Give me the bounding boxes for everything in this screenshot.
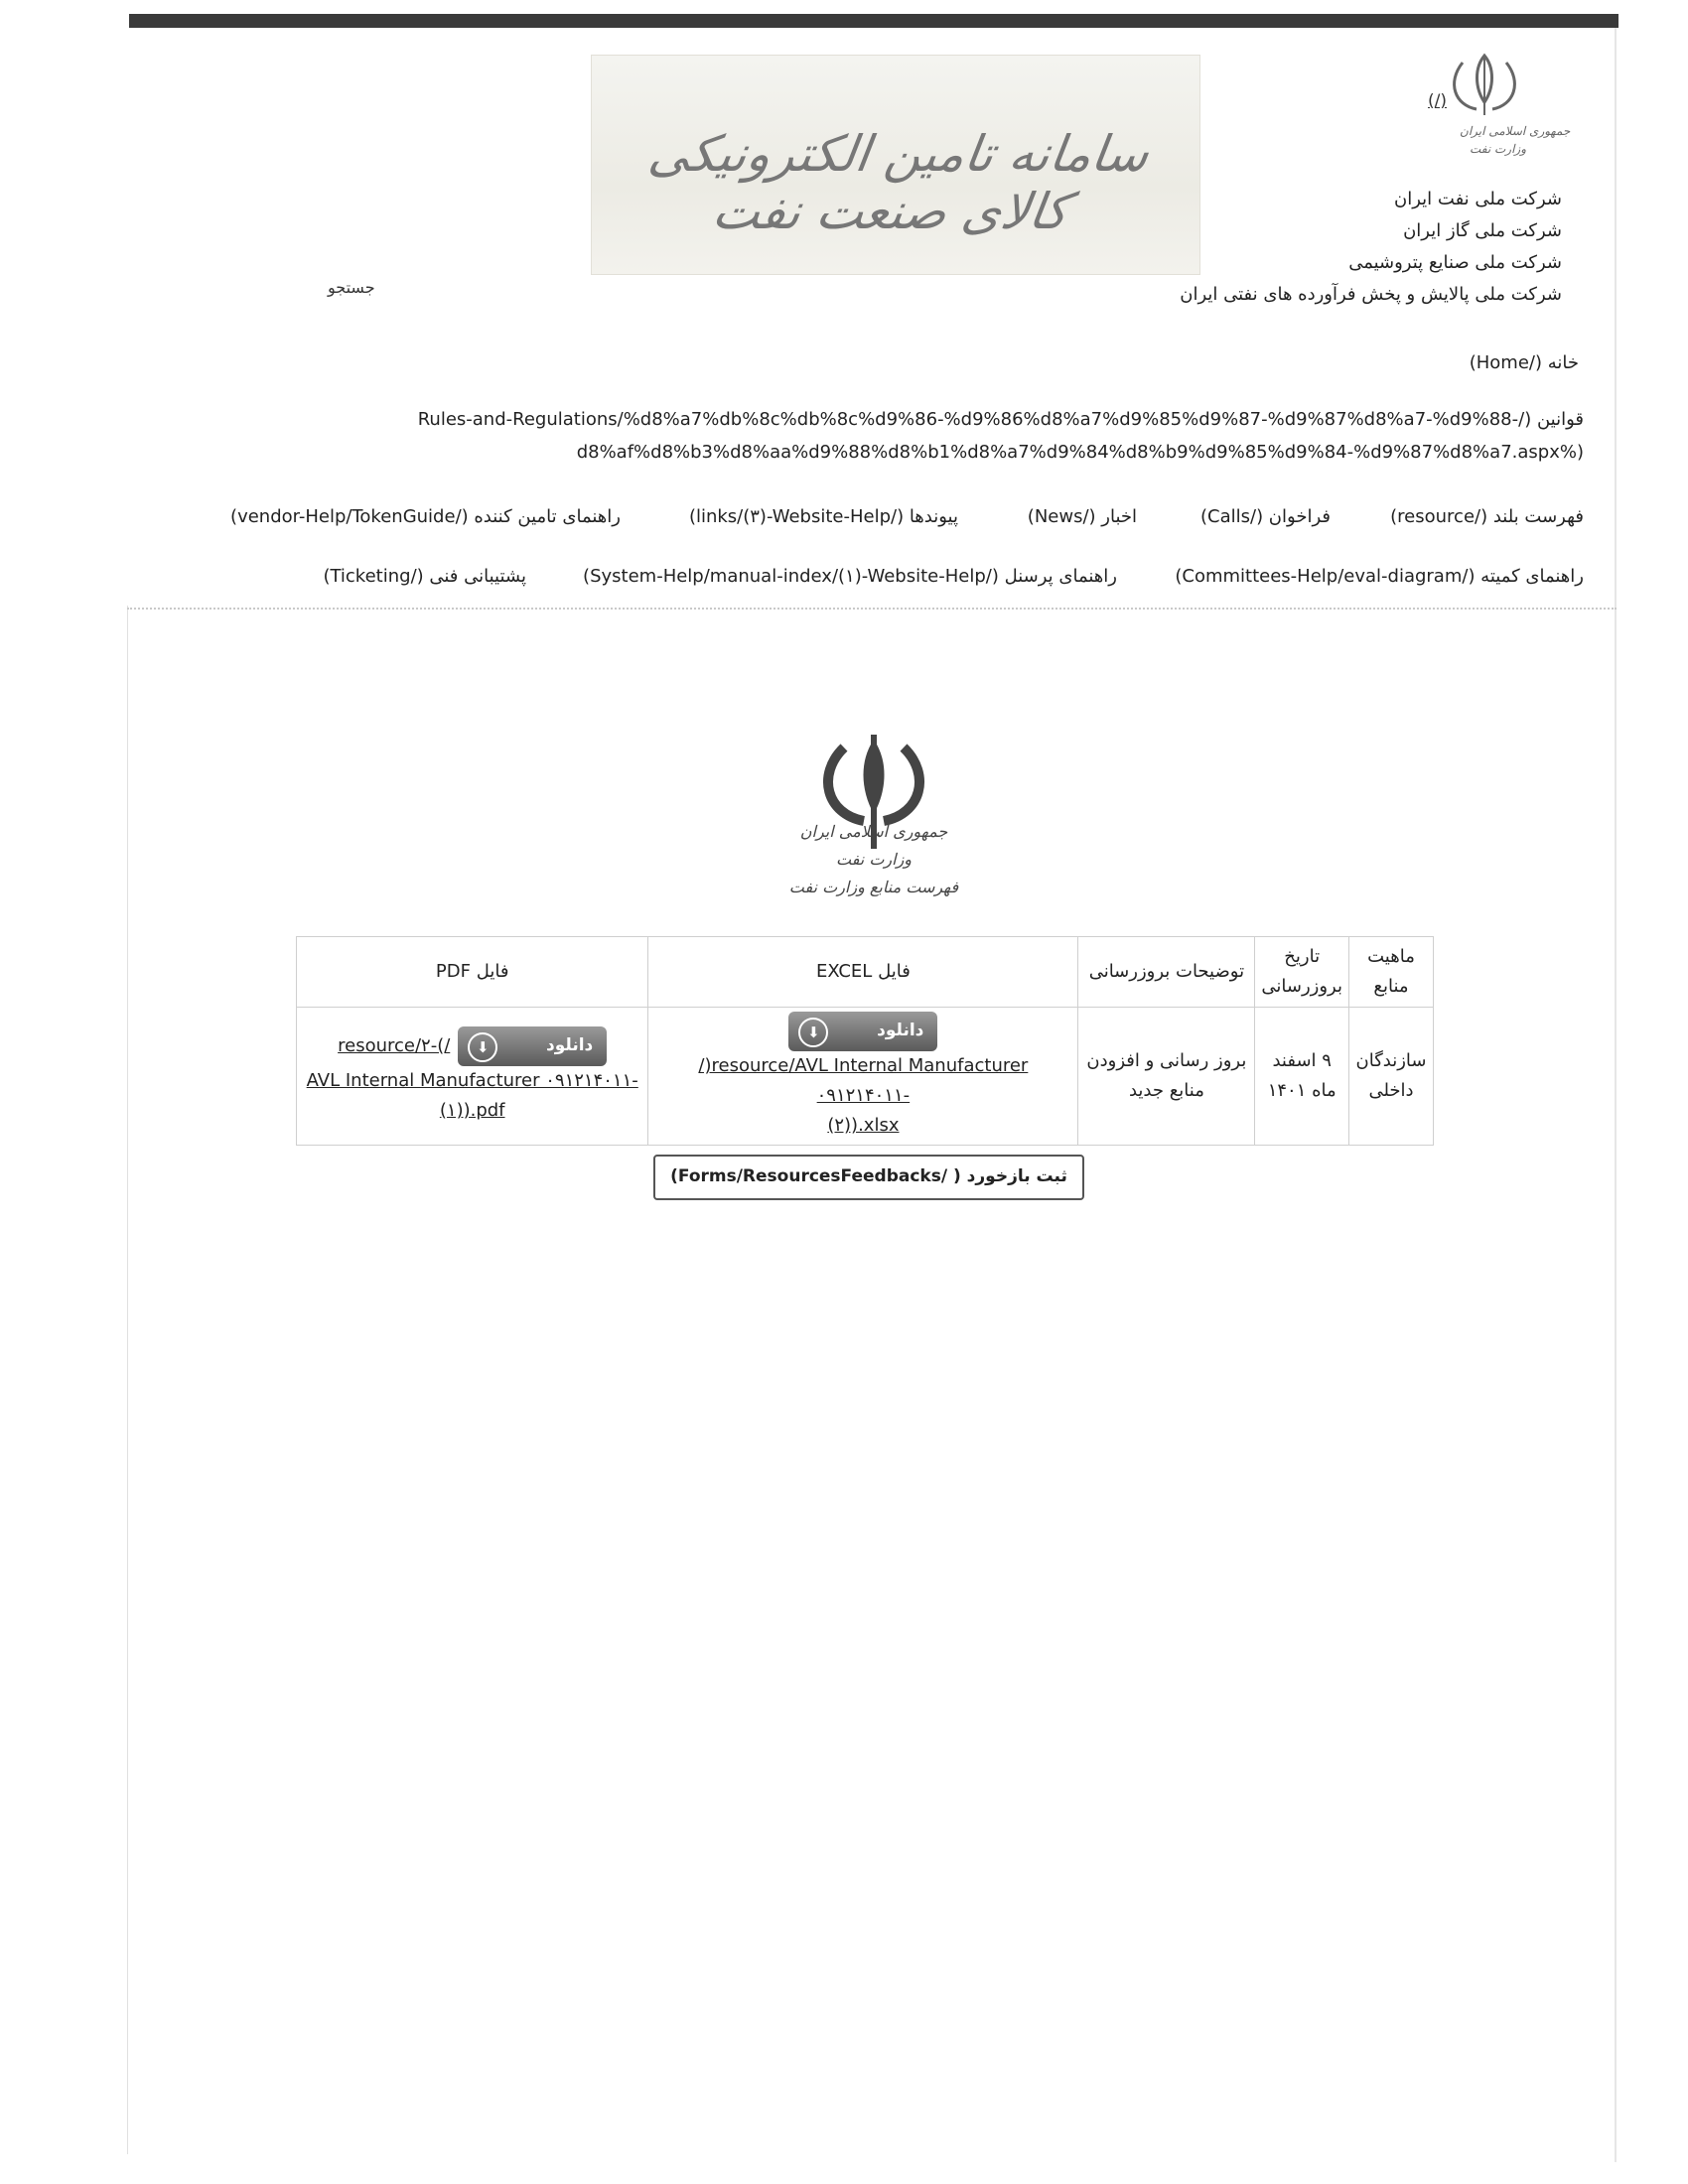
site-banner	[591, 55, 1200, 275]
nav-row-1	[0, 506, 1688, 536]
page-edge	[1615, 28, 1617, 2162]
download-arrow-icon: ⬇	[468, 1032, 497, 1062]
emblem-caption-3: فهرست منابع وزارت نفت	[788, 878, 959, 896]
home-logo-link[interactable]: (/)	[1428, 91, 1447, 111]
company-item[interactable]: شرکت ملی نفت ایران	[1394, 189, 1562, 209]
feedback-button[interactable]: ثبت بازخورد ( /Forms/ResourcesFeedbacks)	[653, 1155, 1084, 1200]
page-edge-left	[127, 606, 128, 2154]
table-header-row	[297, 937, 1434, 1008]
pdf-file-link-3[interactable]: (۱)).pdf	[439, 1100, 505, 1121]
top-border-bar	[129, 14, 1618, 28]
download-label: دانلود	[877, 1021, 924, 1040]
nav-vendor-help[interactable]: راهنمای تامین کننده (/vendor-Help/TokenGuide)	[230, 506, 621, 527]
emblem-caption-1: جمهوری اسلامی ایران	[799, 822, 948, 841]
cell-pdf	[297, 1008, 648, 1146]
header-excel: فایل EXCEL	[648, 937, 1078, 1008]
breadcrumb-home[interactable]: خانه (/Home)	[1469, 352, 1579, 373]
excel-file-link[interactable]: /)resource/AVL Internal Manufacturer ۰۹۱۲۱۴۰۱۱-	[698, 1055, 1029, 1106]
download-label: دانلود	[546, 1035, 594, 1055]
emblem-top-caption-2: وزارت نفت	[1470, 142, 1527, 156]
companies-list	[1180, 184, 1562, 311]
pdf-file-link-2[interactable]: AVL Internal Manufacturer ۰۹۱۲۱۴۰۱۱-	[306, 1070, 638, 1091]
download-arrow-icon: ⬇	[798, 1018, 828, 1047]
header-desc: توضیحات بروزرسانی	[1078, 937, 1255, 1008]
excel-download-button[interactable]	[788, 1012, 937, 1051]
nav-links[interactable]: پیوندها (/links/(۳)-Website-Help)	[688, 506, 958, 527]
emblem-caption-2: وزارت نفت	[835, 850, 913, 869]
search-label[interactable]: جستجو	[328, 278, 375, 297]
header-pdf: فایل PDF	[297, 937, 648, 1008]
nav-calls[interactable]: فراخوان (/Calls)	[1199, 506, 1331, 527]
rules-link-line-2[interactable]: (%d8%af%d8%b3%d8%aa%d9%88%d8%b1%d8%a7%d9%84%d8%b9%d9%85%d9%84-%d9%87%d8%a7.aspx	[576, 442, 1584, 463]
nav-news[interactable]: اخبار (/News)	[1027, 506, 1137, 527]
cell-excel	[648, 1008, 1078, 1146]
rules-link-line-1[interactable]: قوانین (/-Rules-and-Regulations/%d8%a7%db%8c%db%8c%d9%86-%d9%86%d8%a7%d9%85%d9%87-%d9%87%d8%a7-%d9%88	[417, 409, 1584, 430]
pdf-file-link[interactable]: resource/۲-(/	[338, 1035, 451, 1056]
resources-table	[296, 936, 1434, 1146]
nav-ticketing[interactable]: پشتیبانی فنی (/Ticketing)	[323, 566, 526, 587]
company-item[interactable]: شرکت ملی صنایع پتروشیمی	[1348, 252, 1562, 273]
cell-desc: بروز رسانی و افزودن منابع جدید	[1078, 1008, 1255, 1146]
excel-file-link-2[interactable]: (۲)).xlsx	[827, 1115, 900, 1136]
cell-date: ۹ اسفند ماه ۱۴۰۱	[1255, 1008, 1349, 1146]
table-row	[297, 1008, 1434, 1146]
company-item[interactable]: شرکت ملی گاز ایران	[1403, 220, 1562, 241]
header-date: تاریخ بروزرسانی	[1255, 937, 1349, 1008]
pdf-download-button[interactable]	[458, 1026, 607, 1066]
nav-committees-help[interactable]: راهنمای کمیته (/Committees-Help/eval-diagram)	[1175, 566, 1584, 587]
nav-resource[interactable]: فهرست بلند (/resource)	[1390, 506, 1584, 527]
nav-personnel-help[interactable]: راهنمای پرسنل (/System-Help/manual-index/(۱)-Website-Help)	[583, 566, 1117, 587]
company-item[interactable]: شرکت ملی پالایش و پخش فرآورده های نفتی ایران	[1180, 284, 1562, 305]
banner-title: سامانه تامین الکترونیکی کالای صنعت نفت	[644, 125, 1153, 240]
content-divider	[127, 608, 1617, 610]
emblem-top-caption: جمهوری اسلامی ایران	[1460, 124, 1571, 138]
cell-nature: سازندگان داخلی	[1349, 1008, 1434, 1146]
nav-row-2	[0, 566, 1688, 596]
header-nature: ماهیت منابع	[1349, 937, 1434, 1008]
